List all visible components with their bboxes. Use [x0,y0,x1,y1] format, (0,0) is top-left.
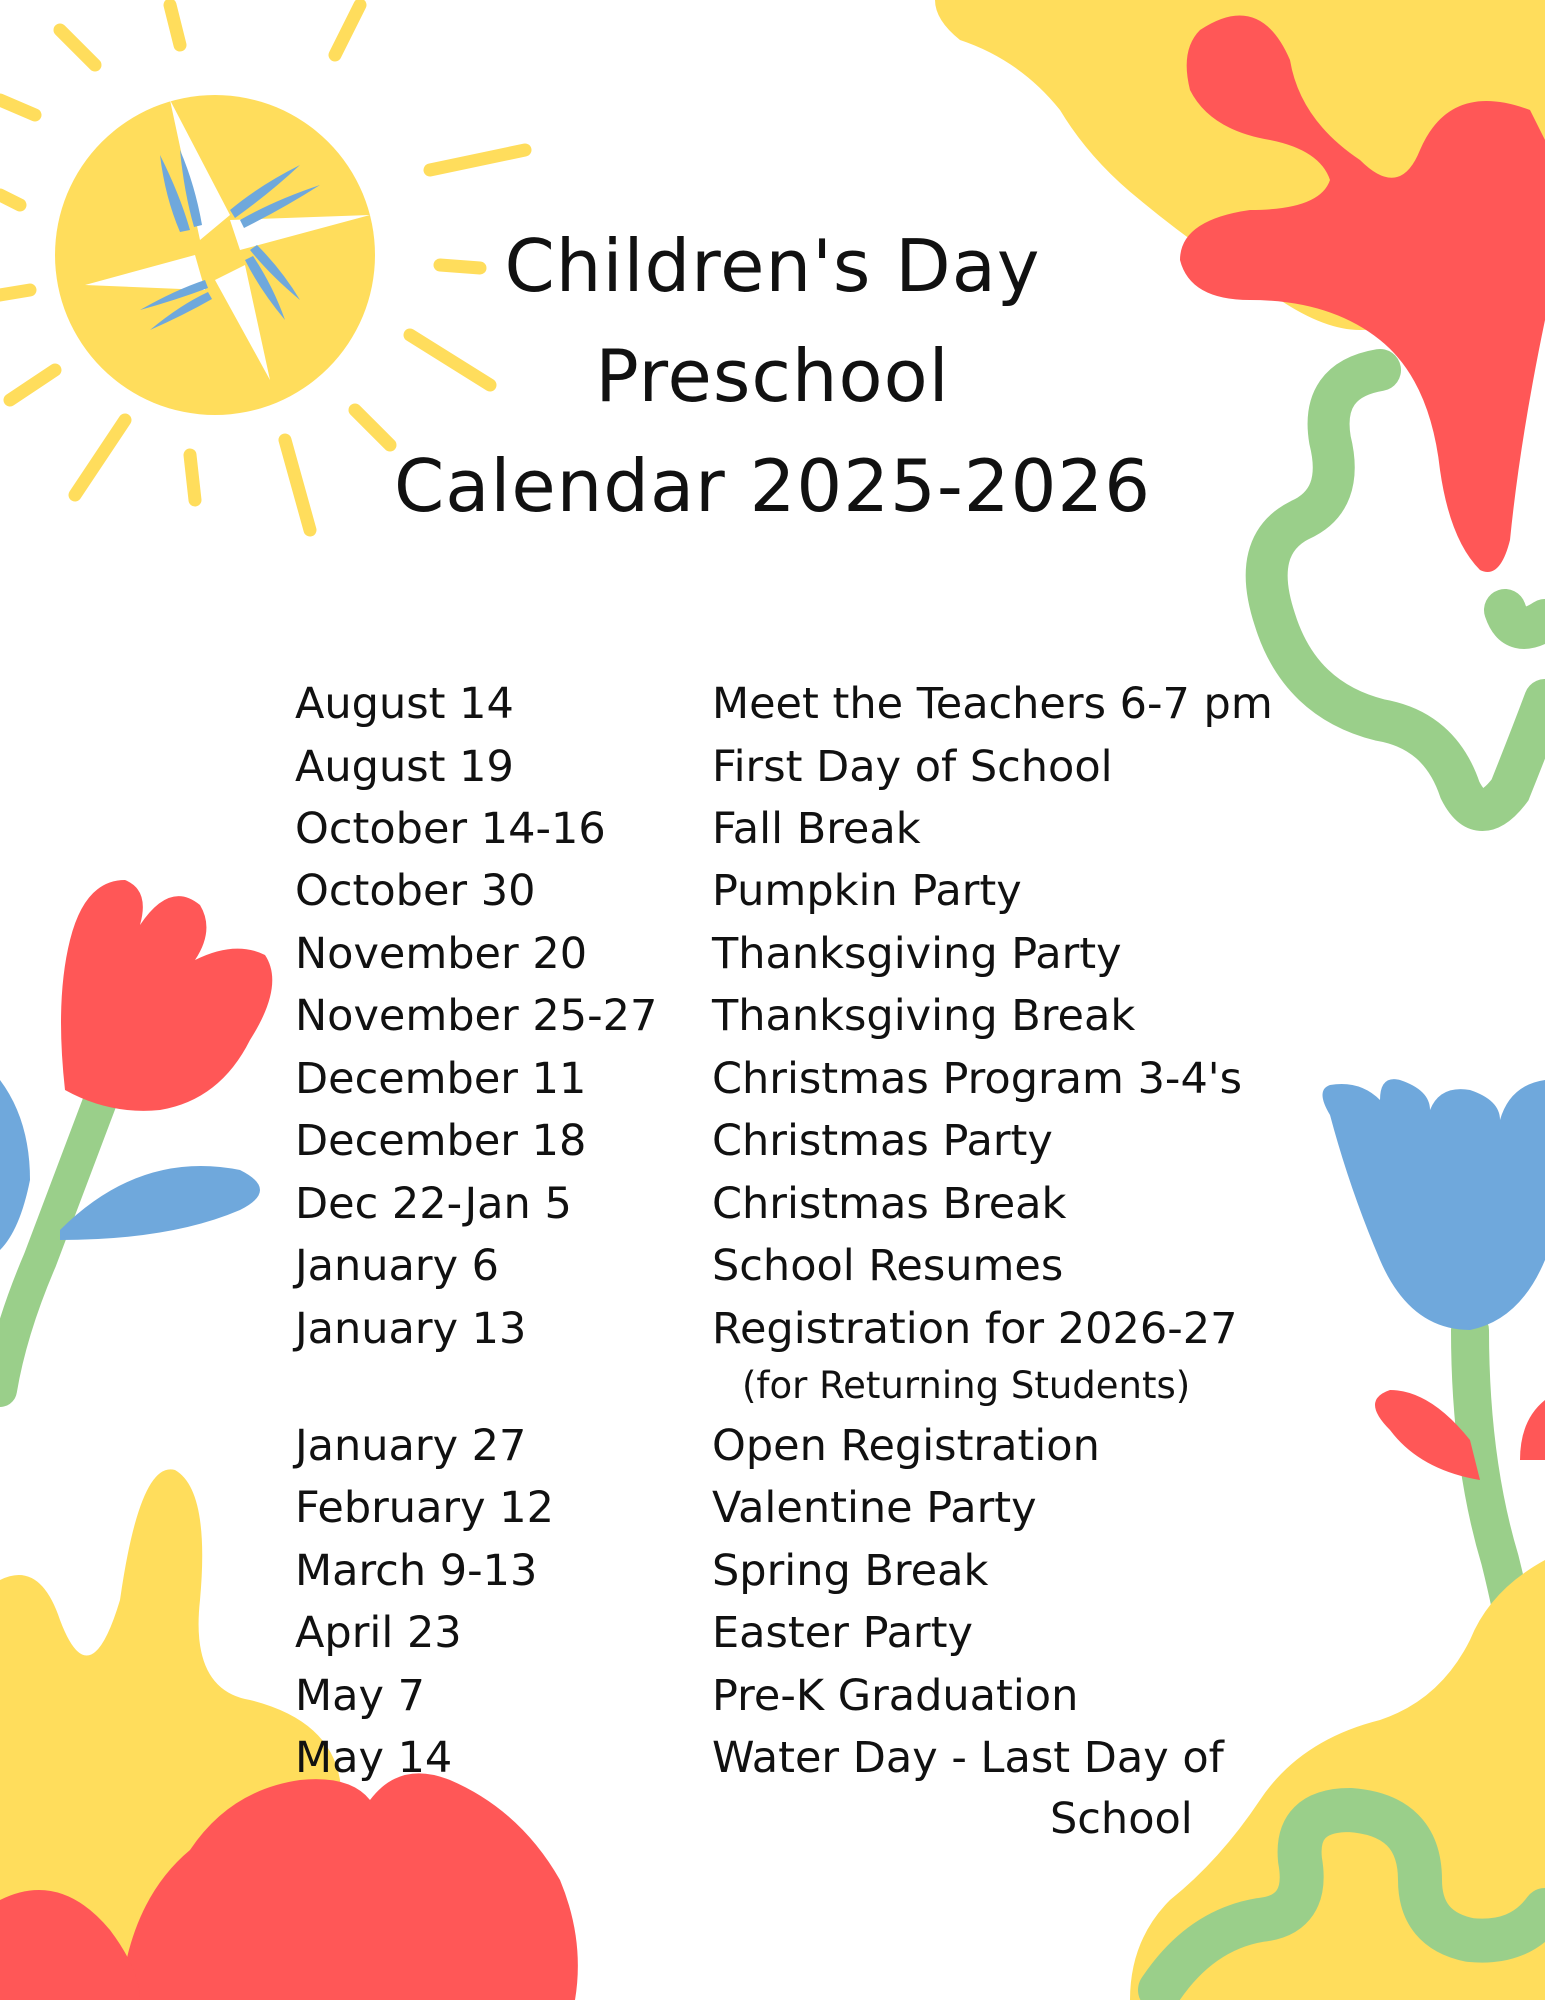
event-row [0,1416,1545,1476]
event-date: Dec 22-Jan 5 [295,1179,572,1229]
event-date: May 14 [295,1733,453,1783]
event-name: Valentine Party [712,1483,1037,1533]
event-note: School [1050,1794,1193,1844]
event-name: Christmas Program 3-4's [712,1054,1243,1104]
event-date: February 12 [295,1483,554,1533]
event-name: Thanksgiving Break [712,991,1136,1041]
event-date: December 18 [295,1116,587,1166]
event-date: December 11 [295,1054,587,1104]
event-date: April 23 [295,1608,462,1658]
event-row [0,924,1545,984]
event-name: Thanksgiving Party [712,929,1122,979]
event-row [0,986,1545,1046]
title-line-1: Children's Day [504,224,1041,308]
event-date: March 9-13 [295,1546,538,1596]
event-date: January 13 [295,1304,527,1354]
event-name: School Resumes [712,1241,1064,1291]
event-date: January 27 [295,1421,527,1471]
event-name: Spring Break [712,1546,989,1596]
event-name: Water Day - Last Day of [712,1733,1224,1783]
event-row [0,674,1545,734]
event-row [0,799,1545,859]
event-name: Pre-K Graduation [712,1671,1079,1721]
event-date: January 6 [295,1241,500,1291]
event-row [0,737,1545,797]
event-date: October 30 [295,866,536,916]
event-name: Registration for 2026-27 [712,1304,1238,1354]
event-row [0,1174,1545,1234]
event-note: (for Returning Students) [742,1364,1191,1407]
event-row [0,1236,1545,1296]
event-name: Pumpkin Party [712,866,1022,916]
event-name: First Day of School [712,742,1113,792]
event-row [0,1603,1545,1663]
event-row [0,1111,1545,1171]
event-row [0,1478,1545,1538]
event-name: Fall Break [712,804,921,854]
event-name: Christmas Break [712,1179,1067,1229]
event-date: November 25-27 [295,991,658,1041]
event-name: Meet the Teachers 6-7 pm [712,679,1273,729]
event-row [0,1049,1545,1109]
event-date: August 19 [295,742,514,792]
event-row [0,1728,1545,1788]
title-line-3: Calendar 2025-2026 [393,444,1152,528]
event-row [0,1666,1545,1726]
event-name: Open Registration [712,1421,1100,1471]
event-name: Christmas Party [712,1116,1053,1166]
event-row [0,1299,1545,1359]
title-line-2: Preschool [595,334,950,418]
event-date: August 14 [295,679,514,729]
event-date: May 7 [295,1671,425,1721]
event-date: November 20 [295,929,588,979]
event-name: Easter Party [712,1608,973,1658]
event-row [0,1541,1545,1601]
event-date: October 14-16 [295,804,606,854]
event-row [0,861,1545,921]
